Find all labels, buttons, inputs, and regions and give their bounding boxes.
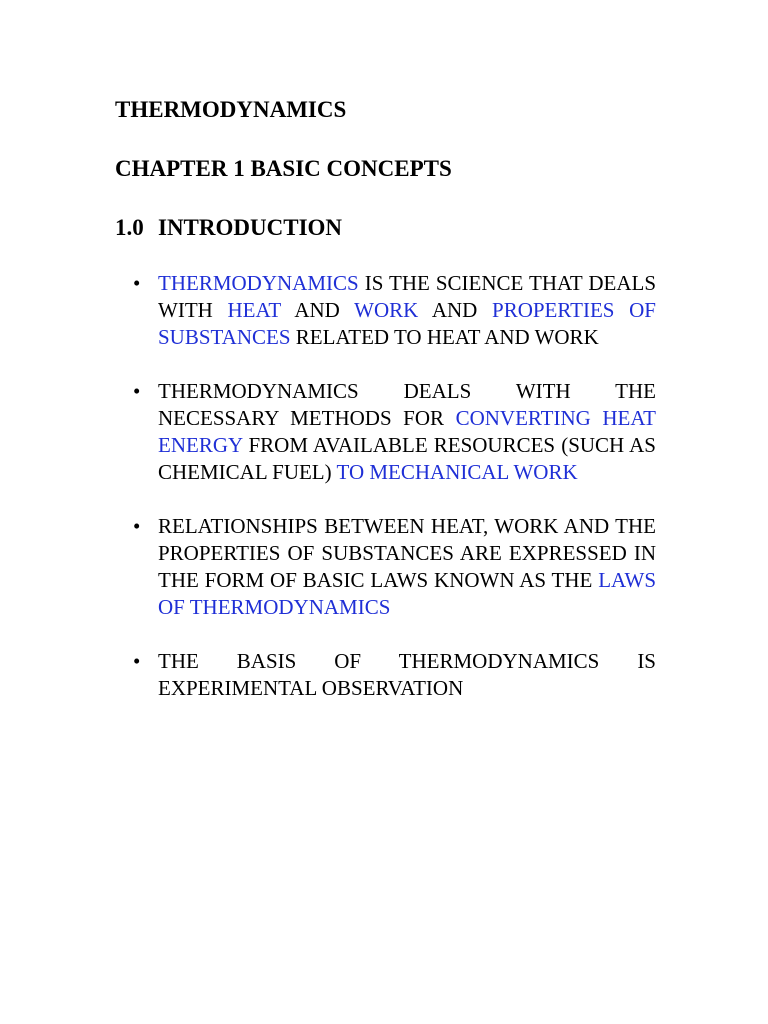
text-segment: THERMODYNAMICS DEALS WITH THE NECESSARY METHODS FOR	[158, 379, 656, 430]
text-segment: IS THE SCIENCE THAT DEALS WITH	[158, 271, 656, 322]
chapter-heading: CHAPTER 1 BASIC CONCEPTS	[115, 156, 452, 181]
text-segment: AND	[418, 298, 493, 322]
bullet-icon: •	[133, 514, 141, 538]
text-segment: HEAT	[227, 298, 281, 322]
text-segment: LAWS OF THERMODYNAMICS	[158, 568, 656, 619]
bullet-item	[133, 270, 656, 351]
bullet-item	[133, 513, 656, 621]
text-segment: PROPERTIES OF SUBSTANCES	[158, 298, 656, 349]
bullet-text	[158, 514, 656, 619]
bullet-icon: •	[133, 379, 141, 403]
text-segment: CONVERTING HEAT ENERGY	[158, 406, 656, 457]
bullet-text	[158, 379, 656, 484]
document-title: THERMODYNAMICS	[115, 97, 347, 122]
section-heading	[115, 216, 342, 239]
text-segment: THE BASIS OF THERMODYNAMICS IS EXPERIMENTAL OBSERVATION	[158, 649, 656, 700]
text-segment: AND	[280, 298, 355, 322]
bullet-icon: •	[133, 271, 141, 295]
text-segment: THERMODYNAMICS	[158, 271, 359, 295]
bullet-icon: •	[133, 649, 141, 673]
text-segment: RELATED TO HEAT AND WORK	[290, 325, 599, 349]
section-number: 1.0	[115, 215, 144, 240]
text-segment: WORK	[354, 298, 419, 322]
bullet-text	[158, 271, 656, 349]
section-title: INTRODUCTION	[158, 215, 343, 240]
text-segment: TO MECHANICAL WORK	[336, 460, 578, 484]
bullet-item	[133, 648, 656, 702]
bullet-item	[133, 378, 656, 486]
text-segment: FROM AVAILABLE RESOURCES (SUCH AS CHEMICAL FUEL)	[158, 433, 656, 484]
bullet-list	[133, 270, 656, 729]
text-segment: RELATIONSHIPS BETWEEN HEAT, WORK AND THE PROPERTIES OF SUBSTANCES ARE EXPRESSED IN THE FORM OF BASIC LAWS KNOWN AS THE	[158, 514, 656, 592]
bullet-text	[158, 649, 656, 700]
